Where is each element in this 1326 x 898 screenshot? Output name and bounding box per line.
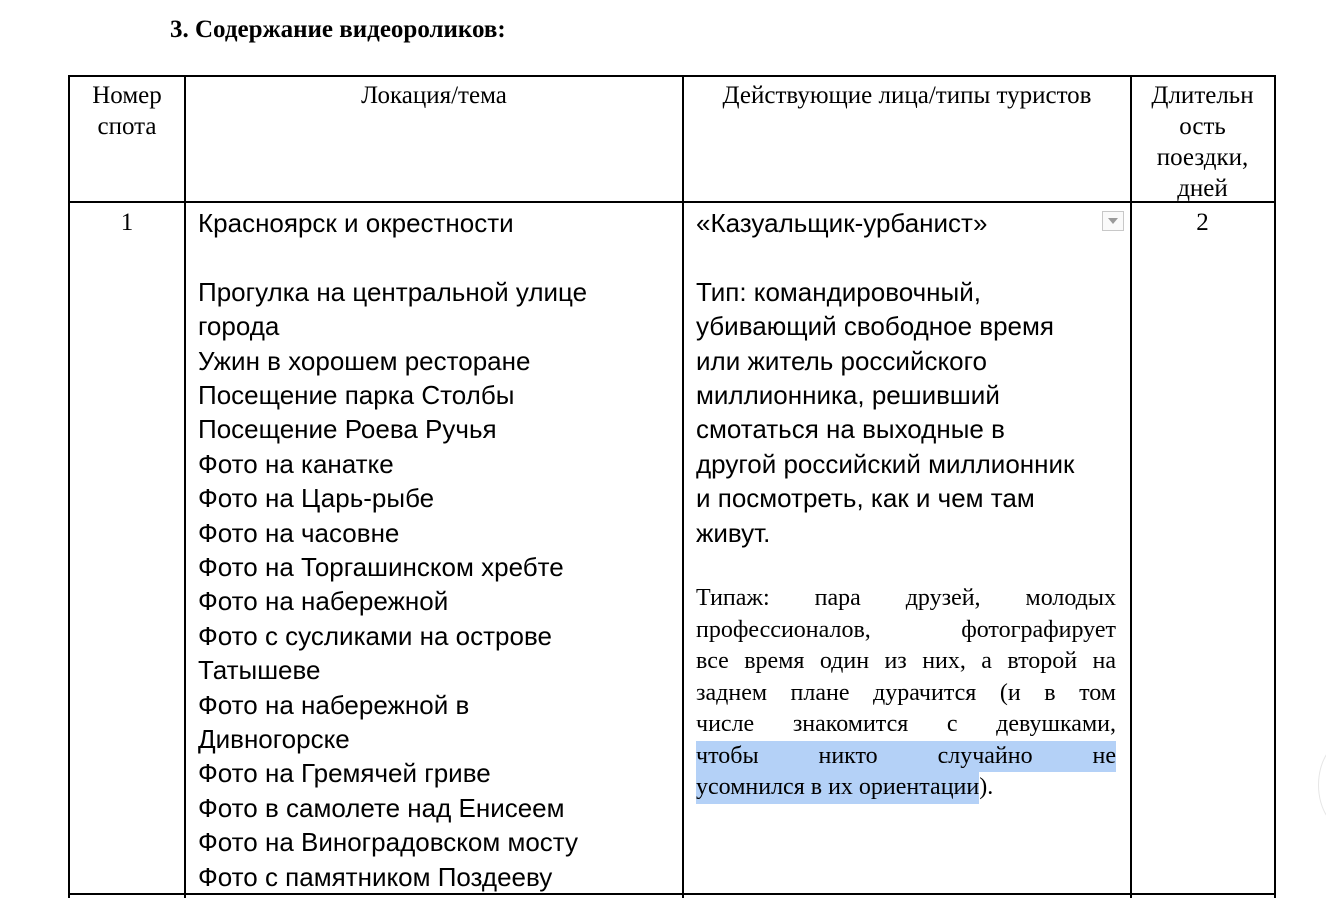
word: один <box>819 648 870 674</box>
word: девушками, <box>996 711 1116 737</box>
word: пара <box>814 585 861 611</box>
header-text: Локация/тема <box>361 82 507 109</box>
header-location <box>186 80 682 111</box>
word: них, <box>922 648 966 674</box>
header-spot-number <box>70 80 184 142</box>
word: фотографирует <box>961 616 1116 643</box>
word: Типаж: <box>696 585 770 611</box>
casting-line <box>696 646 1116 678</box>
word: из <box>884 648 907 674</box>
word: никто <box>818 742 878 769</box>
list-item: Дивногорске <box>198 724 350 755</box>
casting-line <box>696 772 1116 804</box>
casting-paragraph[interactable] <box>696 583 1116 804</box>
list-item: Фото на канатке <box>198 448 394 479</box>
type-line: смотаться на выходные в <box>696 414 1005 445</box>
cell-duration[interactable] <box>1132 206 1273 240</box>
header-characters <box>684 80 1130 111</box>
word: не <box>1092 742 1116 769</box>
type-line: другой российский миллионник <box>696 448 1075 479</box>
type-line: миллионника, решивший <box>696 380 1000 411</box>
cell-location[interactable] <box>198 206 678 894</box>
list-item: Посещение Роева Ручья <box>198 414 497 445</box>
word: случайно <box>937 742 1033 769</box>
list-item: Фото с памятником Поздееву <box>198 861 553 892</box>
header-divider <box>68 201 1276 203</box>
list-item: Фото на Царь-рыбе <box>198 483 435 514</box>
word: том <box>1079 679 1116 706</box>
word: второй <box>1007 648 1078 674</box>
word: на <box>1092 648 1116 674</box>
word: время <box>744 648 805 674</box>
list-item: Фото с сусликами на острове <box>198 620 552 651</box>
cell-characters[interactable] <box>696 206 1121 550</box>
casting-line-selected <box>696 741 1116 773</box>
type-line: или житель российского <box>696 345 987 376</box>
casting-line <box>696 615 1116 647</box>
type-line: Тип: командировочный, <box>696 276 981 307</box>
header-text: поездки, <box>1156 144 1249 171</box>
list-item: Ужин в хорошем ресторане <box>198 345 531 376</box>
word: профессионалов, <box>696 616 871 643</box>
header-text: дней <box>1177 175 1228 202</box>
casting-line <box>696 583 1116 615</box>
list-item: Фото на Гремячей гриве <box>198 758 491 789</box>
type-line: и посмотреть, как и чем там <box>696 483 1035 514</box>
list-item: Фото на Торгашинском хребте <box>198 552 564 583</box>
header-duration <box>1132 80 1273 204</box>
word: числе <box>696 711 755 737</box>
word: знакомится <box>792 711 909 737</box>
blank-line <box>696 240 1121 274</box>
word: друзей, <box>905 585 981 611</box>
word: молодых <box>1025 585 1116 611</box>
casting-line <box>696 709 1116 741</box>
list-item: Прогулка на центральной улице <box>198 276 588 307</box>
word: чтобы <box>696 742 759 769</box>
list-item: Татышеве <box>198 655 321 686</box>
casting-line <box>696 678 1116 710</box>
list-item: Фото на набережной <box>198 586 449 617</box>
list-item: Посещение парка Столбы <box>198 380 515 411</box>
header-text: Действующие лица/типы туристов <box>722 82 1092 109</box>
spot-number: 1 <box>120 209 134 236</box>
location-title: Красноярск и окрестности <box>198 208 514 238</box>
character-title: «Казуальщик-урбанист» <box>696 208 988 238</box>
section-heading: 3. Содержание видеороликов: <box>170 16 506 43</box>
header-text: Длительн <box>1151 82 1254 109</box>
list-item: Фото в самолете над Енисеем <box>198 792 565 823</box>
dropdown-arrow-icon[interactable] <box>1102 211 1124 231</box>
type-line: живут. <box>696 517 771 548</box>
word: с <box>946 711 958 737</box>
column-divider <box>682 75 684 898</box>
list-item: Фото на Виноградовском мосту <box>198 827 578 858</box>
list-item: города <box>198 311 280 342</box>
header-text: спота <box>97 113 157 140</box>
word: а <box>981 648 992 674</box>
word: заднем <box>696 679 768 706</box>
column-divider <box>184 75 186 898</box>
type-line: убивающий свободное время <box>696 311 1054 342</box>
word: в <box>1044 679 1056 706</box>
scroll-overlay-edge <box>1318 740 1326 830</box>
selected-text: усомнился в их ориентации <box>696 772 979 804</box>
header-text: Номер <box>92 82 162 109</box>
word: дурачится <box>873 679 977 706</box>
word: плане <box>790 679 850 706</box>
list-item: Фото на часовне <box>198 517 400 548</box>
list-item: Фото на набережной в <box>198 689 470 720</box>
header-text: ость <box>1179 113 1226 140</box>
word: ). <box>979 774 994 800</box>
word: все <box>696 648 729 674</box>
blank-line <box>198 240 678 274</box>
duration-value: 2 <box>1196 209 1209 236</box>
cell-spot-number[interactable] <box>70 206 184 240</box>
word: (и <box>999 679 1021 706</box>
